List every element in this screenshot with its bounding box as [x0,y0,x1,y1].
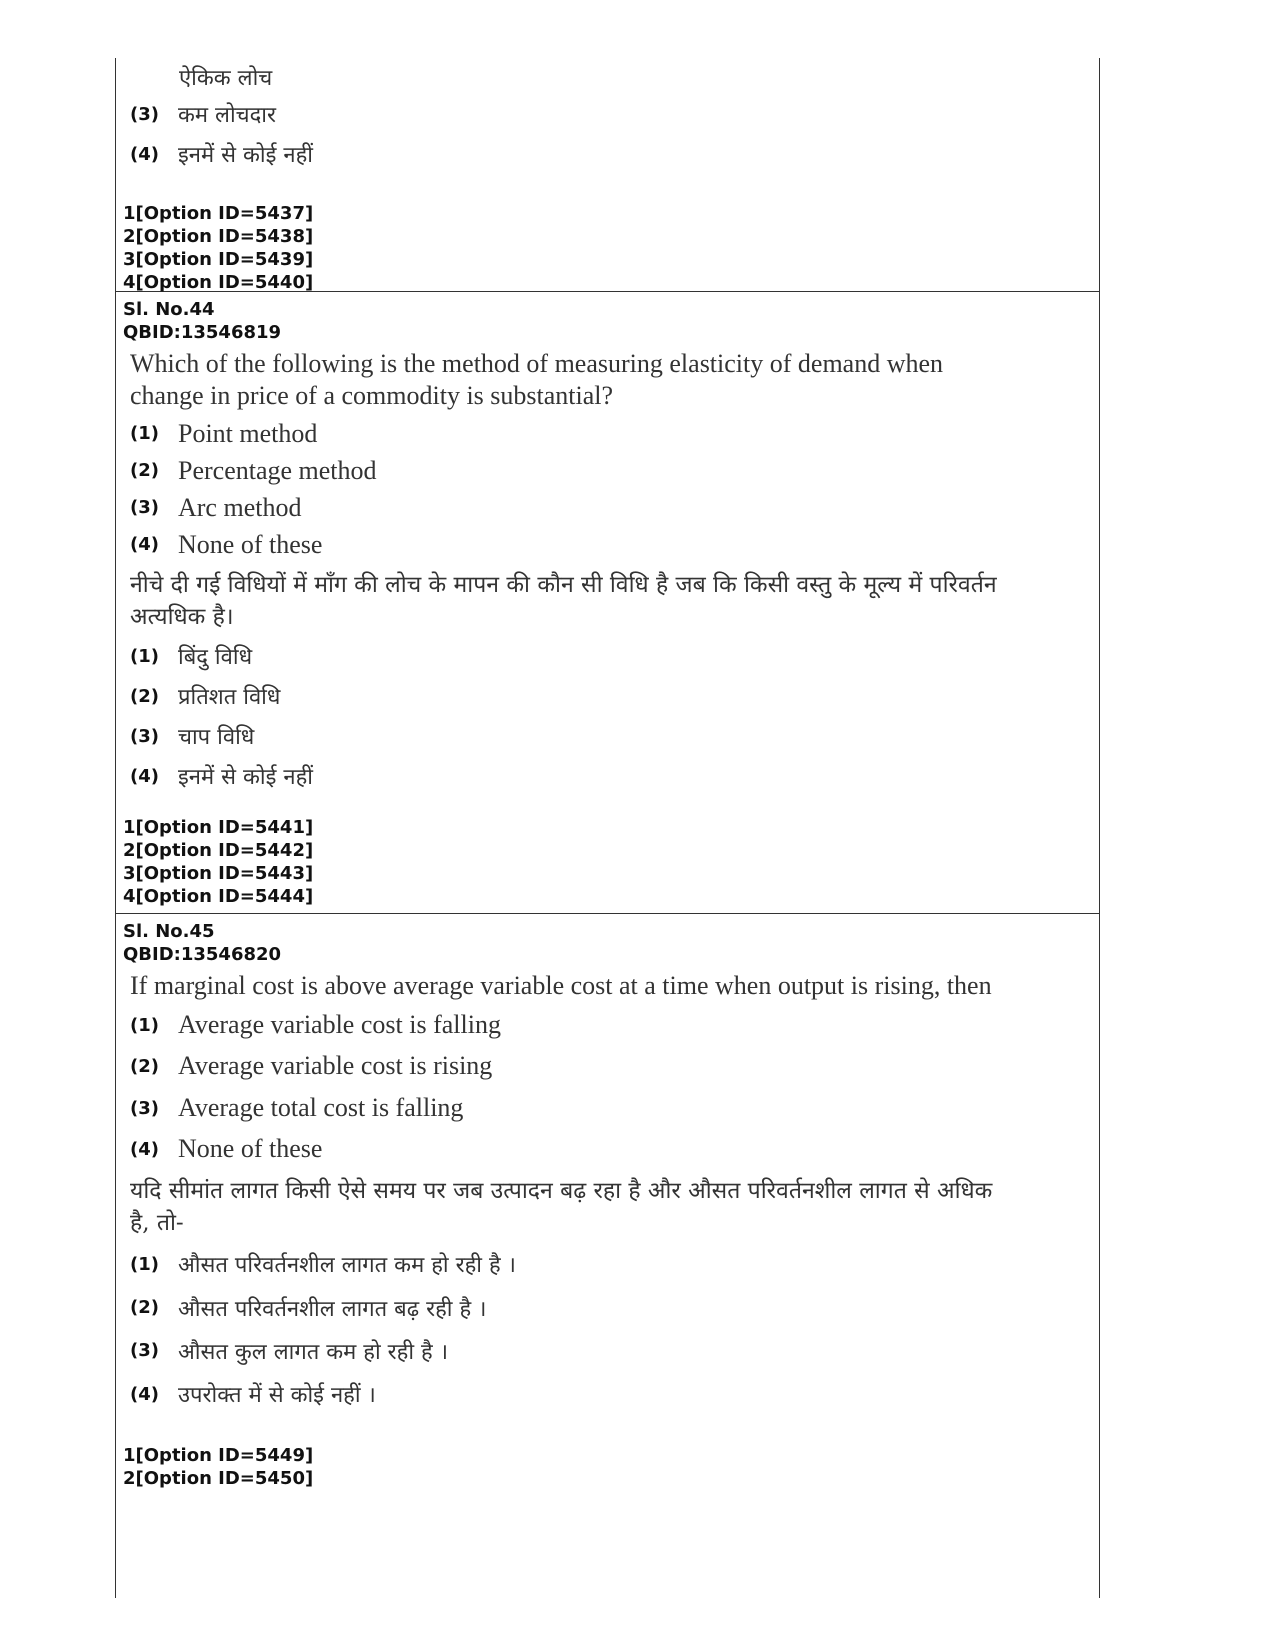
question-text-hi: नीचे दी गई विधियों में माँग की लोच के मापन की कौन सी विधि है जब कि किसी वस्तु के मूल्य में परिवर्तन अत्यधिक है। [130,572,997,630]
option-hi-1 [130,1242,1099,1286]
option-id: 2[Option ID=5450] [123,1468,314,1489]
option-number: (4) [130,765,159,787]
option-text: उपरोक्त में से कोई नहीं । [178,1383,376,1408]
option-number: (1) [130,1014,159,1036]
serial-number: Sl. No.44 [123,299,215,320]
option-number: (2) [130,1055,159,1077]
option-id: 1[Option ID=5441] [123,817,314,838]
option-number: (3) [130,1340,159,1361]
option-hi-1 [130,636,1099,676]
option-text: Percentage method [178,455,377,485]
option-en-2 [130,452,1099,489]
option-en-1 [130,415,1099,452]
option-id: 1[Option ID=5449] [123,1445,314,1466]
option-hi-2 [130,1286,1099,1329]
option-id-list [123,1444,1099,1490]
option-text: Average total cost is falling [178,1093,464,1122]
question-block-prev [116,58,1099,292]
option-id: 2[Option ID=5442] [123,840,314,861]
option-text: बिंदु विधि [178,645,253,670]
option-number: (1) [130,1253,159,1275]
option-id: 4[Option ID=5440] [123,272,314,293]
option-id-list [123,202,1099,294]
option-hi-3 [130,716,1099,756]
option-number: (1) [130,423,159,444]
option-number: (1) [130,645,159,667]
option-text: इनमें से कोई नहीं [178,143,314,168]
option-text: Point method [178,418,318,448]
option-text: Average variable cost is rising [178,1051,493,1080]
qbid: QBID:13546819 [123,322,282,343]
option-number: (3) [130,497,159,518]
option-id-list [123,816,1099,908]
option-text: औसत कुल लागत कम हो रही है । [178,1339,449,1365]
option-number: (2) [130,1297,159,1318]
question-text-en: If marginal cost is above average variable cost at a time when output is rising, then [130,971,992,1000]
option-text: कम लोचदार [178,103,277,128]
option-id: 2[Option ID=5438] [123,226,314,247]
option-id: 3[Option ID=5439] [123,249,314,270]
option-text: इनमें से कोई नहीं [178,765,314,790]
qbid: QBID:13546820 [123,944,282,965]
option-text: औसत परिवर्तनशील लागत कम हो रही है । [178,1253,516,1278]
option-number: (3) [130,725,159,747]
question-block-45 [116,914,1099,1497]
option-text: चाप विधि [178,725,255,750]
question-block-44 [116,292,1099,914]
option-number: (4) [130,1383,159,1405]
option-number: (4) [130,143,159,165]
option-en-3 [130,489,1099,526]
question-text-en: Which of the following is the method of measuring elasticity of demand when change in price of a commodity is substantial? [130,349,944,410]
option-text: None of these [178,1134,323,1163]
option-text: Average variable cost is falling [178,1010,501,1039]
option-hi-3 [130,94,1099,134]
continuation-option-text [179,60,1099,94]
option-text: None of these [178,529,323,559]
question-text-hi: यदि सीमांत लागत किसी ऐसे समय पर जब उत्पादन बढ़ रहा है और औसत परिवर्तनशील लागत से अधिक है, तो- [130,1178,993,1236]
option-en-3 [130,1087,1099,1129]
option-hi-4 [130,1372,1099,1416]
option-number: (3) [130,103,159,125]
option-text: प्रतिशत विधि [178,685,281,710]
option-text: औसत परिवर्तनशील लागत बढ़ रही है । [178,1296,487,1322]
option-hi-3 [130,1329,1099,1372]
option-number: (2) [130,460,159,481]
option-id: 4[Option ID=5444] [123,886,314,907]
option-hi-2 [130,676,1099,716]
option-number: (4) [130,1138,159,1160]
option-id: 3[Option ID=5443] [123,863,314,884]
question-paper-frame [115,58,1100,1598]
option-number: (2) [130,685,159,707]
option-en-4 [130,1129,1099,1169]
option-en-2 [130,1045,1099,1087]
continuation-text: ऐकिक लोच [179,66,273,91]
option-text: Arc method [178,492,302,522]
option-hi-4 [130,134,1099,174]
option-id: 1[Option ID=5437] [123,203,314,224]
option-number: (4) [130,534,159,555]
option-hi-4 [130,756,1099,796]
serial-number: Sl. No.45 [123,921,215,942]
option-number: (3) [130,1097,159,1119]
option-en-1 [130,1005,1099,1045]
option-en-4 [130,526,1099,563]
